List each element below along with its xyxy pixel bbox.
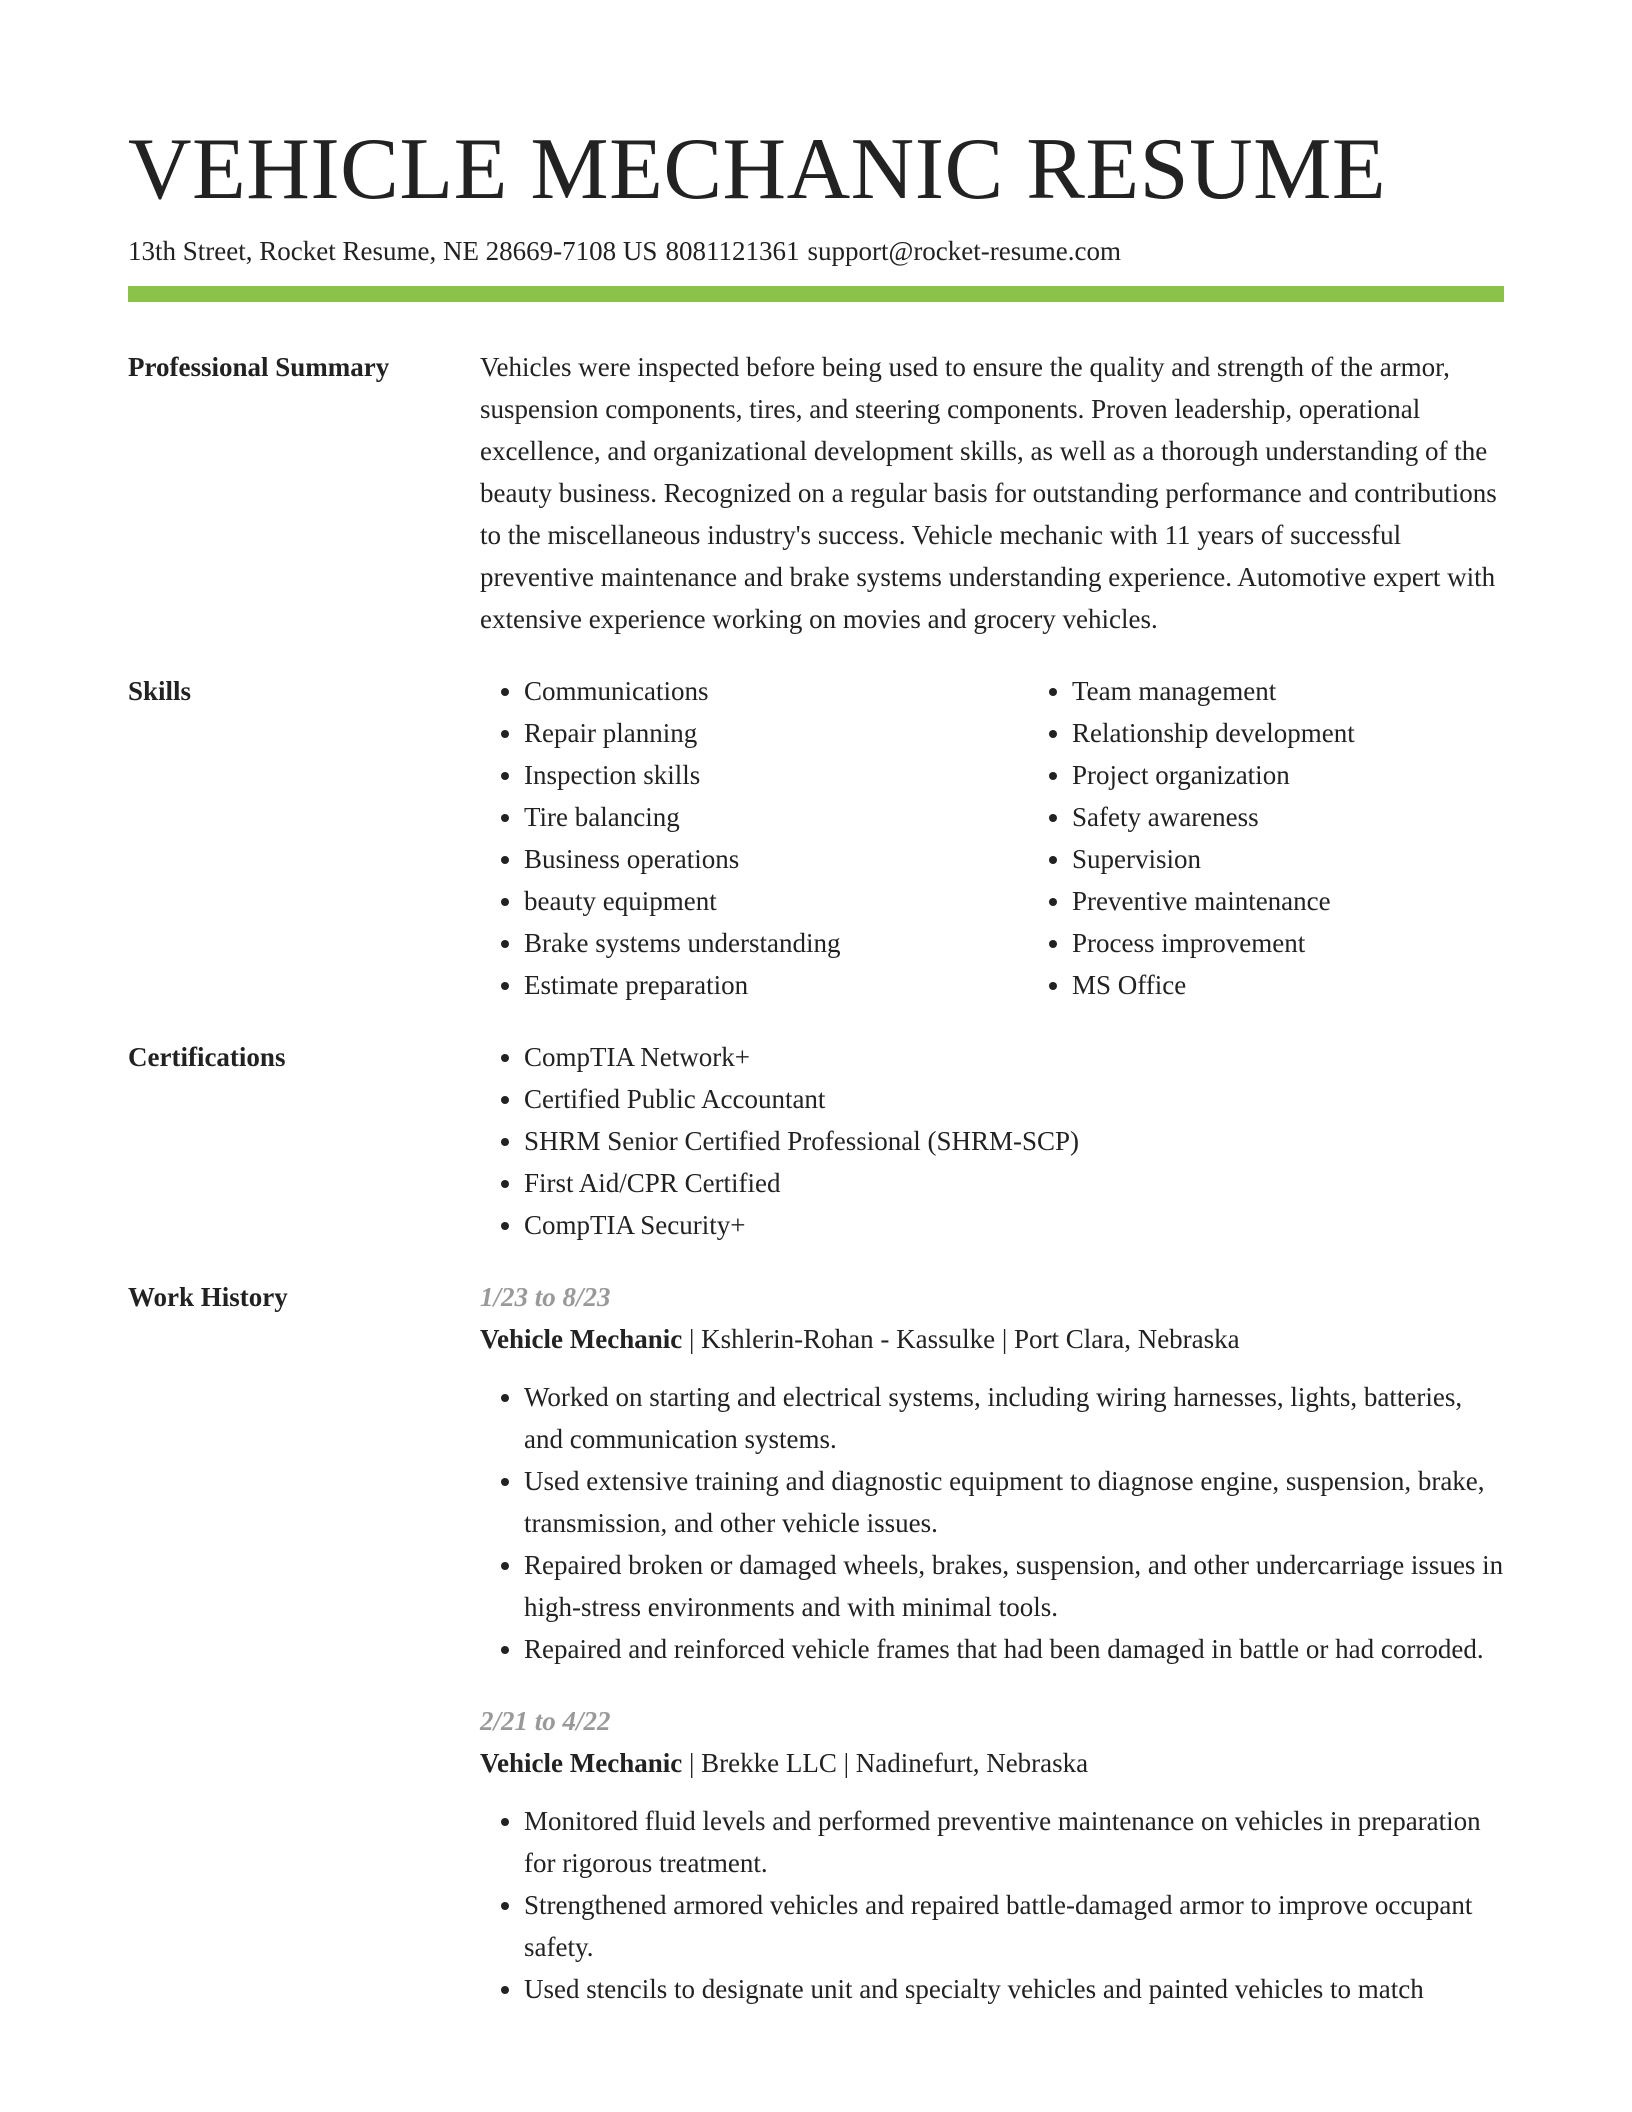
skills-list-left bbox=[480, 670, 1028, 1006]
job-date: 1/23 to 8/23 bbox=[480, 1282, 611, 1312]
job-bullet: • Worked on starting and electrical systems, including wiring harnesses, lights, batteries, and communication systems. bbox=[524, 1376, 1504, 1460]
section-title-work-history: Work History bbox=[128, 1282, 288, 1312]
skill-item: • Communications bbox=[524, 670, 1028, 712]
certification-item: • First Aid/CPR Certified bbox=[524, 1162, 1504, 1204]
skill-item: • Tire balancing bbox=[524, 796, 1028, 838]
skill-item: • Team management bbox=[1072, 670, 1355, 712]
job-details: | Kshlerin-Rohan - Kassulke | Port Clara, Nebraska bbox=[682, 1324, 1240, 1354]
job-bullets bbox=[480, 1800, 1504, 2010]
job-bullet: • Used extensive training and diagnostic equipment to diagnose engine, suspension, brake, transmission, and other vehicle issues. bbox=[524, 1460, 1504, 1544]
skills-section bbox=[128, 670, 1504, 1006]
job-role: Vehicle Mechanic bbox=[480, 1324, 683, 1354]
skill-item: • Estimate preparation bbox=[524, 964, 1028, 1006]
contact-line bbox=[128, 232, 1504, 270]
certification-item: • CompTIA Network+ bbox=[524, 1036, 1504, 1078]
email[interactable]: support@rocket-resume.com bbox=[807, 236, 1121, 266]
skill-item: • Repair planning bbox=[524, 712, 1028, 754]
skill-item: • Process improvement bbox=[1072, 922, 1355, 964]
section-title-skills: Skills bbox=[128, 676, 192, 706]
certification-item: • SHRM Senior Certified Professional (SHRM-SCP) bbox=[524, 1120, 1504, 1162]
job-heading bbox=[480, 1742, 1504, 1784]
job-bullet: • Strengthened armored vehicles and repaired battle-damaged armor to improve occupant safety. bbox=[524, 1884, 1504, 1968]
summary-section bbox=[128, 346, 1504, 640]
job-date: 2/21 to 4/22 bbox=[480, 1706, 611, 1736]
job-bullet: • Repaired and reinforced vehicle frames that had been damaged in battle or had corroded. bbox=[524, 1628, 1504, 1670]
job-role: Vehicle Mechanic bbox=[480, 1748, 683, 1778]
skill-item: • Project organization bbox=[1072, 754, 1355, 796]
skill-item: • Relationship development bbox=[1072, 712, 1355, 754]
section-title-summary: Professional Summary bbox=[128, 352, 390, 382]
job-details: | Brekke LLC | Nadinefurt, Nebraska bbox=[682, 1748, 1089, 1778]
resume-document bbox=[128, 118, 1504, 2040]
summary-text: Vehicles were inspected before being used to ensure the quality and strength of the armor, suspension components, tires, and steering components. Proven leadership, operational excellence, and organizational development skills, as well as a thorough understanding of the beauty business. Recognized on a regular basis for outstanding performance and contributions to the miscellaneous industry's success. Vehicle mechanic with 11 years of successful preventive maintenance and brake systems understanding experience. Automotive expert with extensive experience working on movies and grocery vehicles. bbox=[480, 352, 1497, 634]
address: 13th Street, Rocket Resume, NE 28669-7108 US bbox=[128, 236, 658, 266]
job-bullet: • Used stencils to designate unit and specialty vehicles and painted vehicles to match bbox=[524, 1968, 1504, 2010]
resume-title: VEHICLE MECHANIC RESUME bbox=[128, 121, 1387, 218]
job-heading bbox=[480, 1318, 1504, 1360]
skill-item: • Brake systems understanding bbox=[524, 922, 1028, 964]
job-bullet: • Monitored fluid levels and performed preventive maintenance on vehicles in preparation for rigorous treatment. bbox=[524, 1800, 1504, 1884]
certification-item: • CompTIA Security+ bbox=[524, 1204, 1504, 1246]
skill-item: • beauty equipment bbox=[524, 880, 1028, 922]
skill-item: • MS Office bbox=[1072, 964, 1355, 1006]
phone: 8081121361 bbox=[665, 236, 800, 266]
skills-list-right bbox=[1028, 670, 1355, 1006]
job-entry bbox=[480, 1700, 1504, 2010]
skill-item: • Inspection skills bbox=[524, 754, 1028, 796]
skill-item: • Safety awareness bbox=[1072, 796, 1355, 838]
certifications-list bbox=[480, 1036, 1504, 1246]
certifications-section bbox=[128, 1036, 1504, 1246]
skill-item: • Preventive maintenance bbox=[1072, 880, 1355, 922]
job-entry bbox=[480, 1276, 1504, 1670]
work-history-section bbox=[128, 1276, 1504, 2010]
job-bullet: • Repaired broken or damaged wheels, brakes, suspension, and other undercarriage issues in high-stress environments and with minimal tools. bbox=[524, 1544, 1504, 1628]
skill-item: • Supervision bbox=[1072, 838, 1355, 880]
certification-item: • Certified Public Accountant bbox=[524, 1078, 1504, 1120]
skill-item: • Business operations bbox=[524, 838, 1028, 880]
section-title-certifications: Certifications bbox=[128, 1042, 286, 1072]
job-bullets bbox=[480, 1376, 1504, 1670]
accent-divider bbox=[128, 286, 1504, 302]
